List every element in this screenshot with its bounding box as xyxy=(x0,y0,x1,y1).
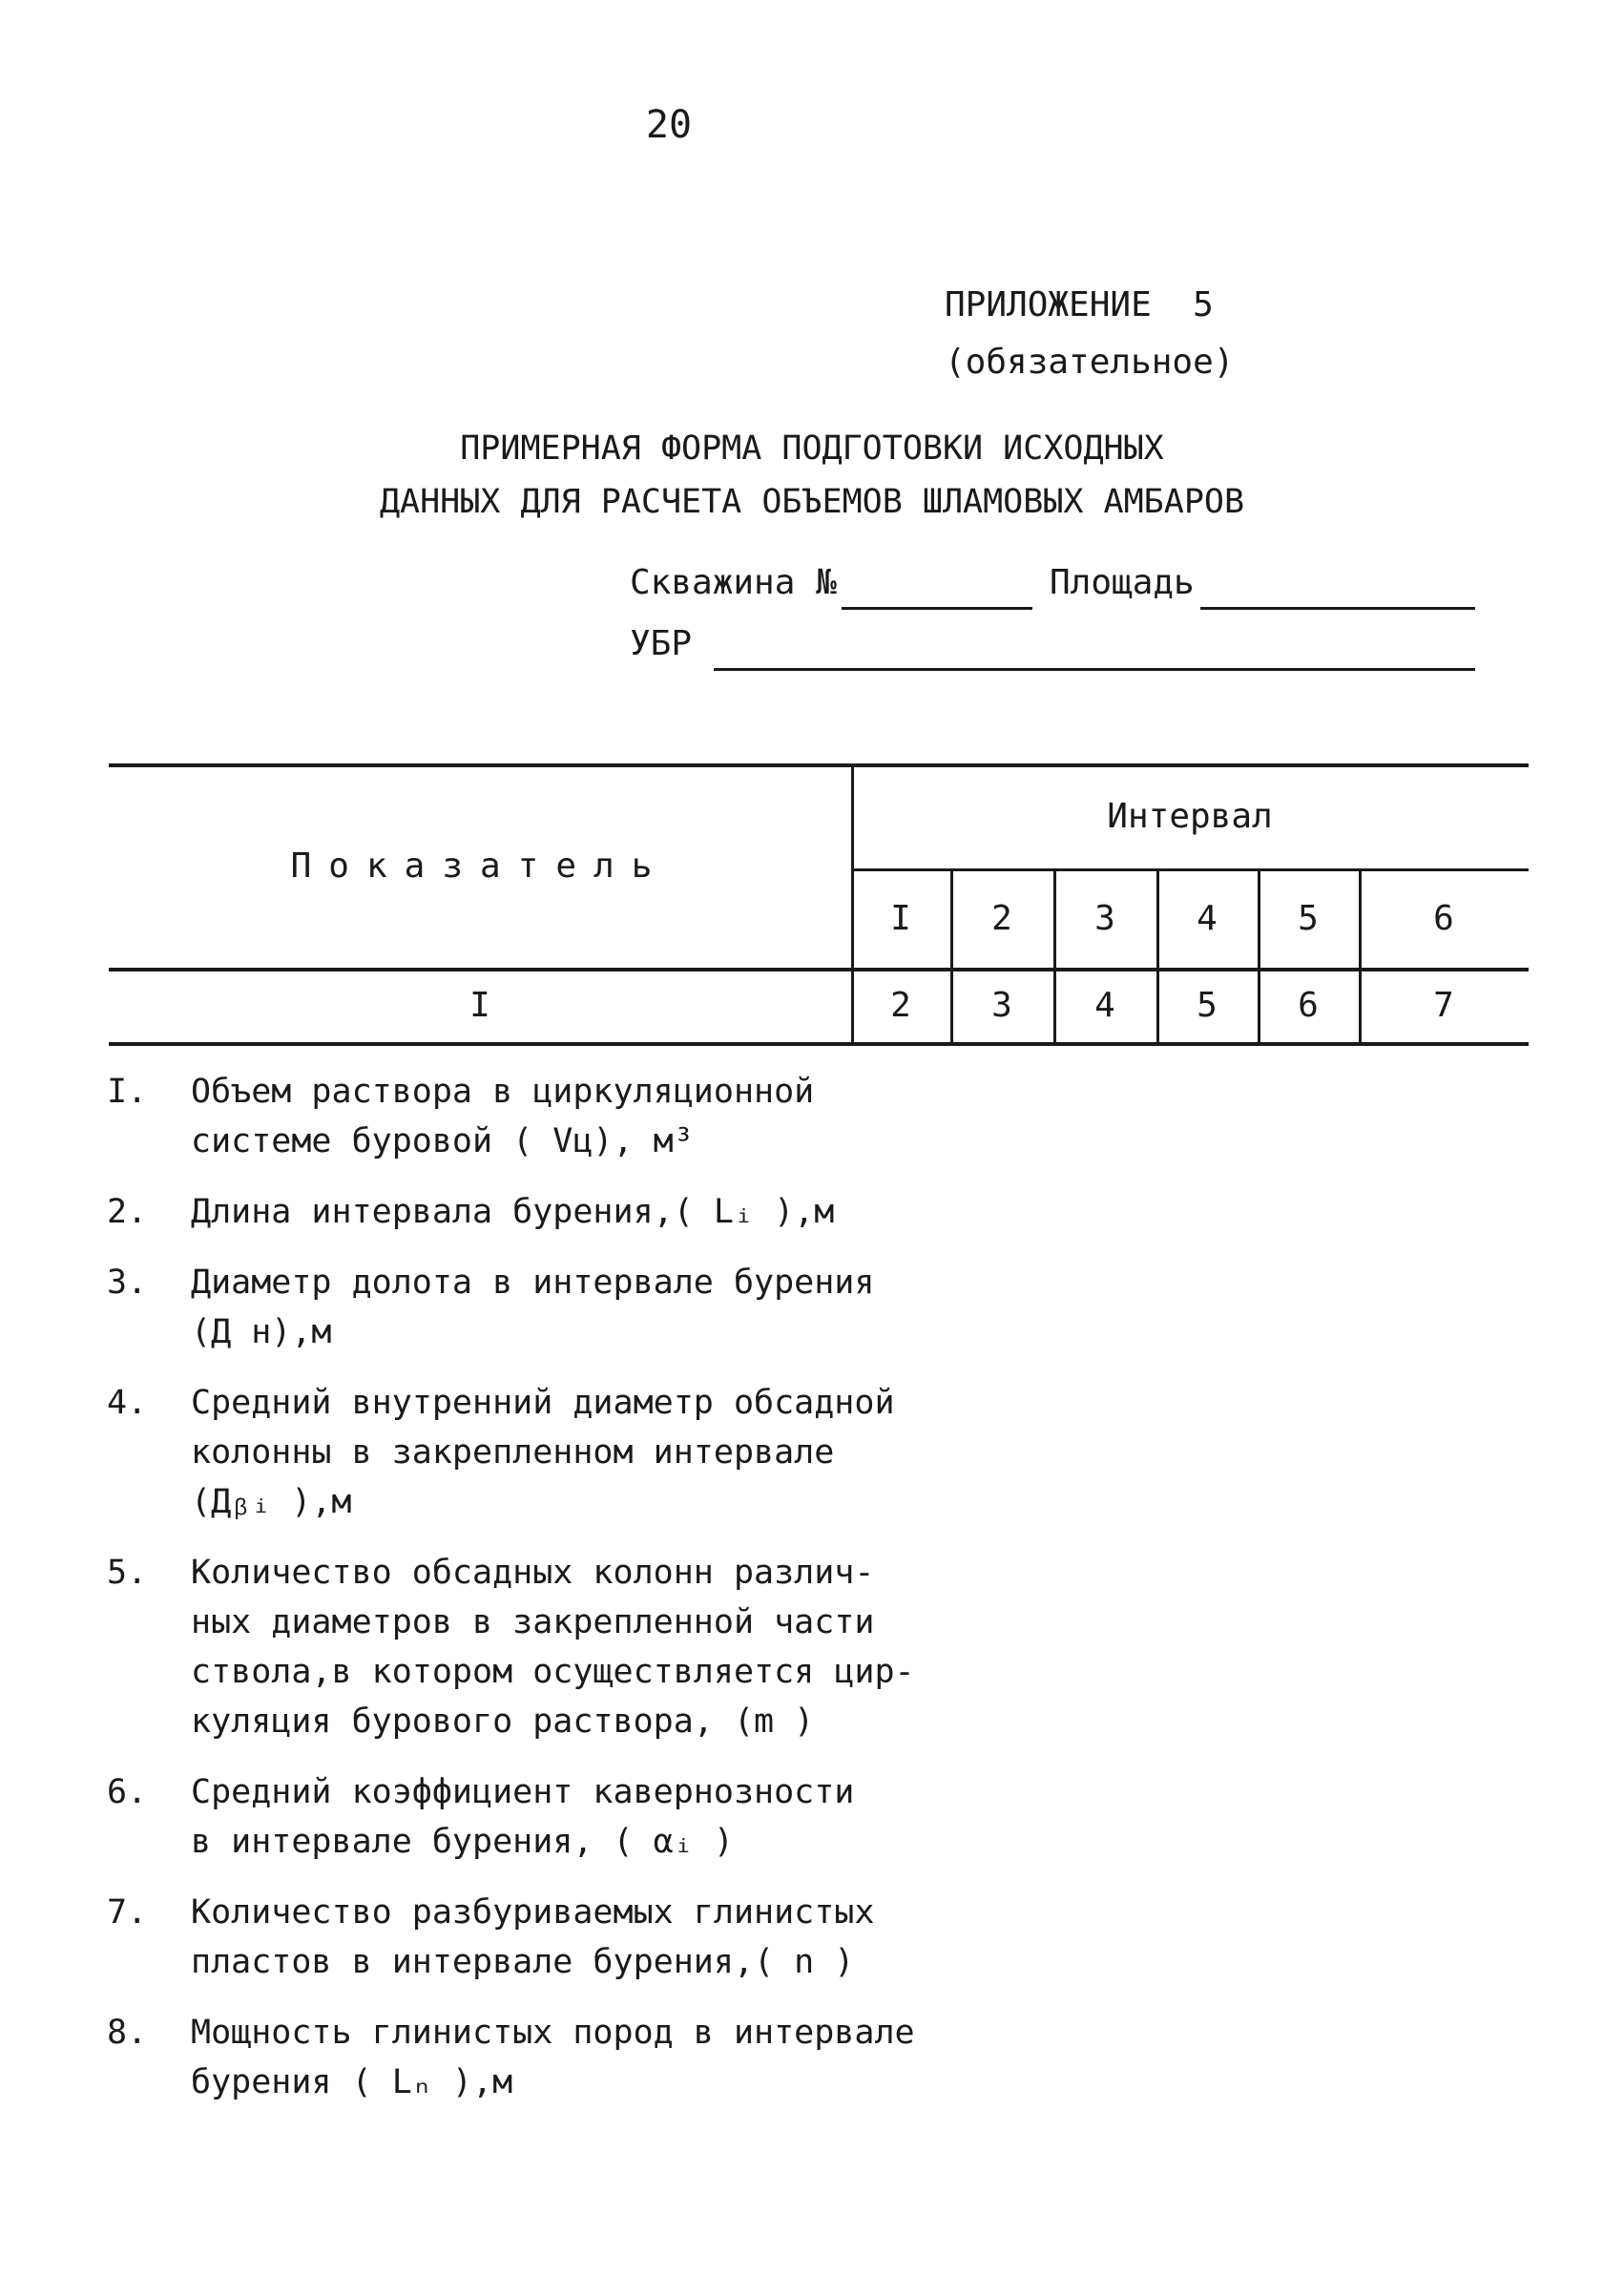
indicator-text: системе буровой ( Vц), м³ xyxy=(191,1122,694,1160)
indicator-number: 3. xyxy=(107,1264,148,1302)
indicator-number: 5. xyxy=(107,1554,148,1592)
indicator-item-5 xyxy=(107,1548,1252,1746)
well-number-blank[interactable] xyxy=(842,607,1032,610)
column-number: 4 xyxy=(1094,985,1115,1025)
indicator-text: Средний коэффициент кавернозности xyxy=(191,1773,855,1811)
indicator-text: колонны в закрепленном интервале xyxy=(191,1433,835,1472)
indicator-item-7 xyxy=(107,1888,1252,1987)
column-number: 6 xyxy=(1298,985,1319,1025)
indicator-item-1 xyxy=(107,1067,1252,1166)
indicator-number: 2. xyxy=(107,1193,148,1231)
indicator-text: ствола,в котором осуществляется цир- xyxy=(191,1653,915,1691)
indicator-text: Количество разбуриваемых глинистых xyxy=(191,1893,875,1932)
interval-number: 2 xyxy=(991,898,1012,938)
indicator-text: куляция бурового раствора, (m ) xyxy=(191,1703,815,1741)
indicator-text: (Дᵦᵢ ),м xyxy=(191,1483,352,1521)
column-number: 2 xyxy=(890,985,911,1025)
indicator-text: (Д н),м xyxy=(191,1313,332,1351)
indicator-item-3 xyxy=(107,1258,1252,1357)
indicator-number: I. xyxy=(107,1073,148,1111)
indicator-text: в интервале бурения, ( αᵢ ) xyxy=(191,1823,734,1861)
indicator-text: Диаметр долота в интервале бурения xyxy=(191,1264,875,1302)
indicator-header: Показатель xyxy=(290,846,670,886)
column-number: I xyxy=(469,985,490,1025)
ubr-blank[interactable] xyxy=(714,668,1475,671)
table-bottom-rule xyxy=(109,1042,1529,1046)
column-number: 7 xyxy=(1433,985,1454,1025)
indicator-item-4 xyxy=(107,1378,1252,1527)
appendix-title: ПРИЛОЖЕНИЕ 5 xyxy=(945,285,1214,324)
indicator-item-6 xyxy=(107,1767,1252,1867)
indicator-item-8 xyxy=(107,2008,1252,2107)
appendix-heading xyxy=(945,277,1234,391)
area-label: Площадь xyxy=(1050,563,1195,602)
indicator-number: 4. xyxy=(107,1384,148,1422)
interval-number: I xyxy=(890,898,911,938)
indicator-number: 7. xyxy=(107,1893,148,1932)
indicator-text: пластов в интервале бурения,( n ) xyxy=(191,1943,855,1981)
form-title-line-2: ДАННЫХ ДЛЯ РАСЧЕТА ОБЪЕМОВ ШЛАМОВЫХ АМБАРОВ xyxy=(379,483,1245,521)
indicator-text: Длина интервала бурения,( Lᵢ ),м xyxy=(191,1193,835,1231)
indicator-item-2 xyxy=(107,1187,1252,1237)
appendix-note: (обязательное) xyxy=(945,343,1235,382)
indicator-number: 6. xyxy=(107,1773,148,1811)
interval-table xyxy=(109,763,1529,1046)
interval-header: Интервал xyxy=(1107,796,1273,836)
well-label: Скважина № xyxy=(630,563,837,602)
form-title-line-1: ПРИМЕРНАЯ ФОРМА ПОДГОТОВКИ ИСХОДНЫХ xyxy=(460,429,1164,468)
indicator-text: Количество обсадных колонн различ- xyxy=(191,1554,875,1592)
indicator-text: Средний внутренний диаметр обсадной xyxy=(191,1384,895,1422)
indicator-number: 8. xyxy=(107,2014,148,2052)
page-number: 20 xyxy=(645,103,693,147)
interval-number: 3 xyxy=(1094,898,1115,938)
interval-number: 5 xyxy=(1298,898,1319,938)
indicator-text: Мощность глинистых пород в интервале xyxy=(191,2014,915,2052)
form-title xyxy=(0,422,1624,529)
indicator-text: ных диаметров в закрепленной части xyxy=(191,1603,875,1641)
column-number: 3 xyxy=(991,985,1012,1025)
interval-number: 4 xyxy=(1197,898,1218,938)
area-blank[interactable] xyxy=(1200,607,1475,610)
indicator-list xyxy=(107,1067,1252,2128)
indicator-text: бурения ( Lₙ ),м xyxy=(191,2063,513,2101)
indicator-text: Объем раствора в циркуляционной xyxy=(191,1073,815,1111)
interval-number: 6 xyxy=(1433,898,1454,938)
column-number: 5 xyxy=(1197,985,1218,1025)
ubr-label: УБР xyxy=(630,624,693,663)
